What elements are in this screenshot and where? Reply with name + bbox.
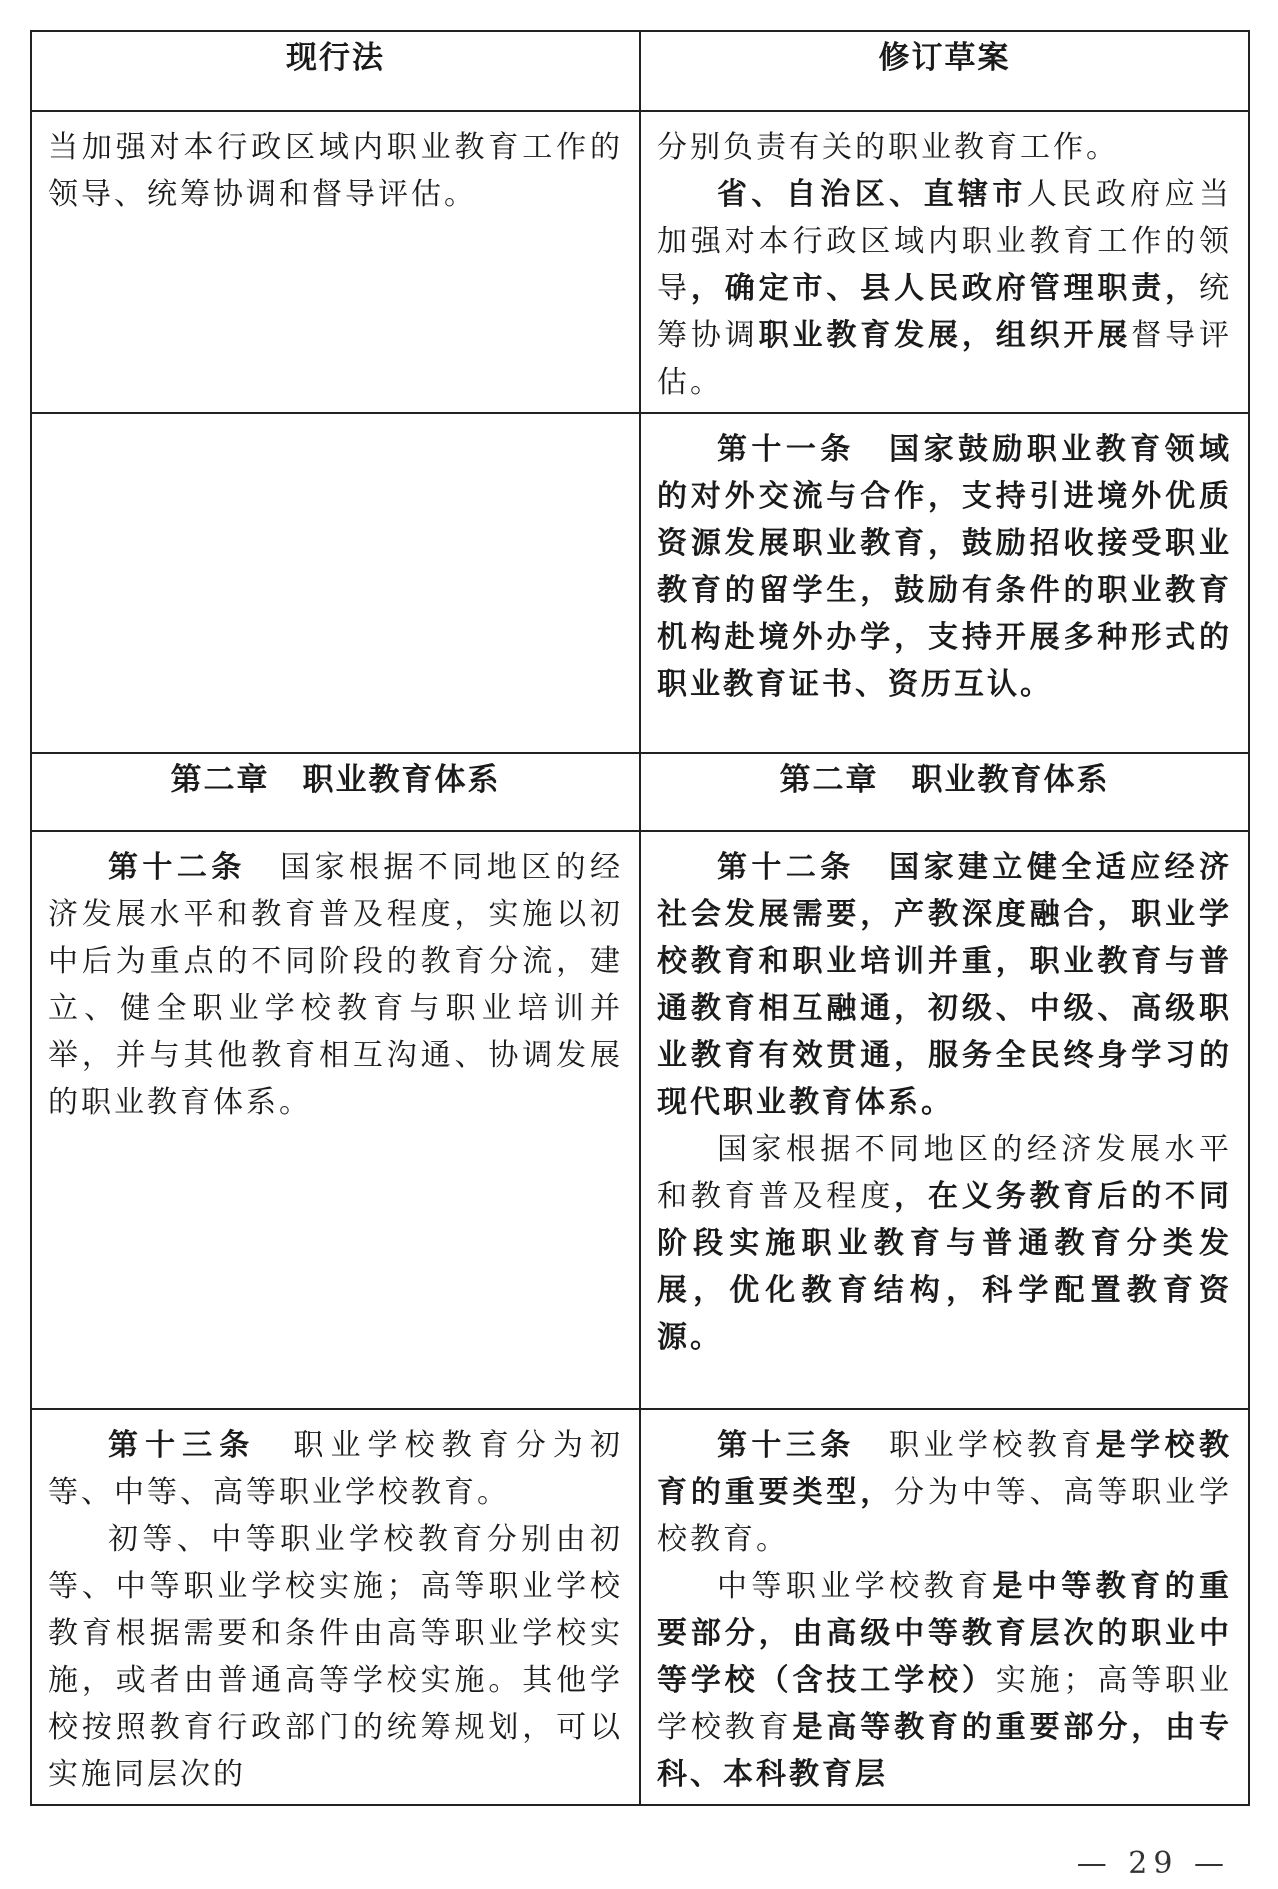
article-text: 国家根据不同地区的经济发展水平和教育普及程度，实施以初中后为重点的不同阶段的教育分流，建立、健全职业学校教育与职业培训并举，并与其他教育相互沟通、协调发展的职业教育体系。 — [48, 850, 624, 1120]
unchanged-text: 中等职业学校教育 — [717, 1569, 993, 1604]
current-law-cell — [31, 111, 640, 413]
paragraph — [48, 844, 623, 1126]
header-revised-draft: 修订草案 — [640, 31, 1249, 111]
table-row — [31, 1409, 1249, 1805]
current-law-cell — [31, 831, 640, 1409]
unchanged-text: 国家根据不同地区的经济发展水平和教育普及程度 — [657, 1132, 1232, 1214]
current-law-cell — [31, 1409, 640, 1805]
unchanged-text: 人民政府应当加强对本行政区域内职业教育工作的领导 — [657, 177, 1233, 306]
paragraph — [657, 1126, 1232, 1361]
unchanged-text: 督导评估。 — [657, 318, 1232, 400]
revised-draft-cell — [640, 111, 1249, 413]
revised-text: 职业教育发展，组织开展 — [758, 318, 1132, 353]
article-number: 第十三条 — [717, 1428, 855, 1463]
table-header-row — [31, 31, 1249, 111]
unchanged-text: 分为中等、高等职业学校教育。 — [657, 1475, 1232, 1557]
comparison-table — [30, 30, 1250, 1806]
paragraph — [48, 1422, 623, 1516]
header-current-law: 现行法 — [31, 31, 640, 111]
article-number: 第十二条 — [108, 850, 246, 885]
paragraph: 当加强对本行政区域内职业教育工作的领导、统筹协调和督导评估。 — [48, 130, 623, 212]
paragraph — [657, 1422, 1232, 1563]
paragraph — [657, 426, 1232, 708]
revised-text: 第十二条 国家建立健全适应经济社会发展需要，产教深度融合，职业学校教育和职业培训并重，职业教育与普通教育相互融通，初级、中级、高级职业教育有效贯通，服务全民终身学习的现代职业教育体系。 — [657, 850, 1232, 1120]
chapter-title-current: 第二章 职业教育体系 — [31, 753, 640, 831]
revised-text: ，确定市、县人民政府管理职责， — [690, 271, 1199, 306]
article-text: 职业学校教育分为初等、中等、高等职业学校教育。 — [48, 1428, 624, 1510]
revised-text: ，在义务教育后的不同阶段实施职业教育与普通教育分类发展，优化教育结构，科学配置教育资源。 — [657, 1179, 1232, 1355]
current-law-cell-empty — [31, 413, 640, 753]
paragraph — [657, 844, 1232, 1126]
revised-draft-cell — [640, 413, 1249, 753]
chapter-row — [31, 753, 1249, 831]
revised-text: 是学校教育的重要类型， — [657, 1428, 1233, 1510]
unchanged-text: 职业学校教育 — [854, 1428, 1096, 1463]
paragraph: 初等、中等职业学校教育分别由初等、中等职业学校实施；高等职业学校教育根据需要和条件由高等职业学校实施，或者由普通高等学校实施。其他学校按照教育行政部门的统筹规划，可以实施同层次的 — [48, 1522, 623, 1792]
revised-text: 是高等教育的重要部分，由专科、本科教育层 — [657, 1710, 1232, 1792]
revised-draft-cell — [640, 1409, 1249, 1805]
page-number: — 29 — — [1076, 1846, 1230, 1881]
unchanged-text: 统筹协调 — [657, 271, 1232, 353]
unchanged-text: 实施；高等职业学校教育 — [657, 1663, 1232, 1745]
revised-text: 是中等教育的重要部分，由高级中等教育层次的职业中等学校（含技工学校） — [657, 1569, 1233, 1698]
revised-text: 省、自治区、直辖市 — [717, 177, 1027, 212]
table-row — [31, 831, 1249, 1409]
revised-draft-cell — [640, 831, 1249, 1409]
article-number: 第十三条 — [108, 1428, 257, 1463]
paragraph — [657, 1563, 1232, 1798]
table-row — [31, 413, 1249, 753]
revised-text: 第十一条 国家鼓励职业教育领域的对外交流与合作，支持引进境外优质资源发展职业教育，鼓励招收接受职业教育的留学生，鼓励有条件的职业教育机构赴境外办学，支持开展多种形式的职业教育证书、资历互认。 — [657, 432, 1232, 702]
chapter-title-revised: 第二章 职业教育体系 — [640, 753, 1249, 831]
paragraph — [657, 171, 1232, 406]
paragraph: 分别负责有关的职业教育工作。 — [657, 130, 1119, 165]
table-row — [31, 111, 1249, 413]
